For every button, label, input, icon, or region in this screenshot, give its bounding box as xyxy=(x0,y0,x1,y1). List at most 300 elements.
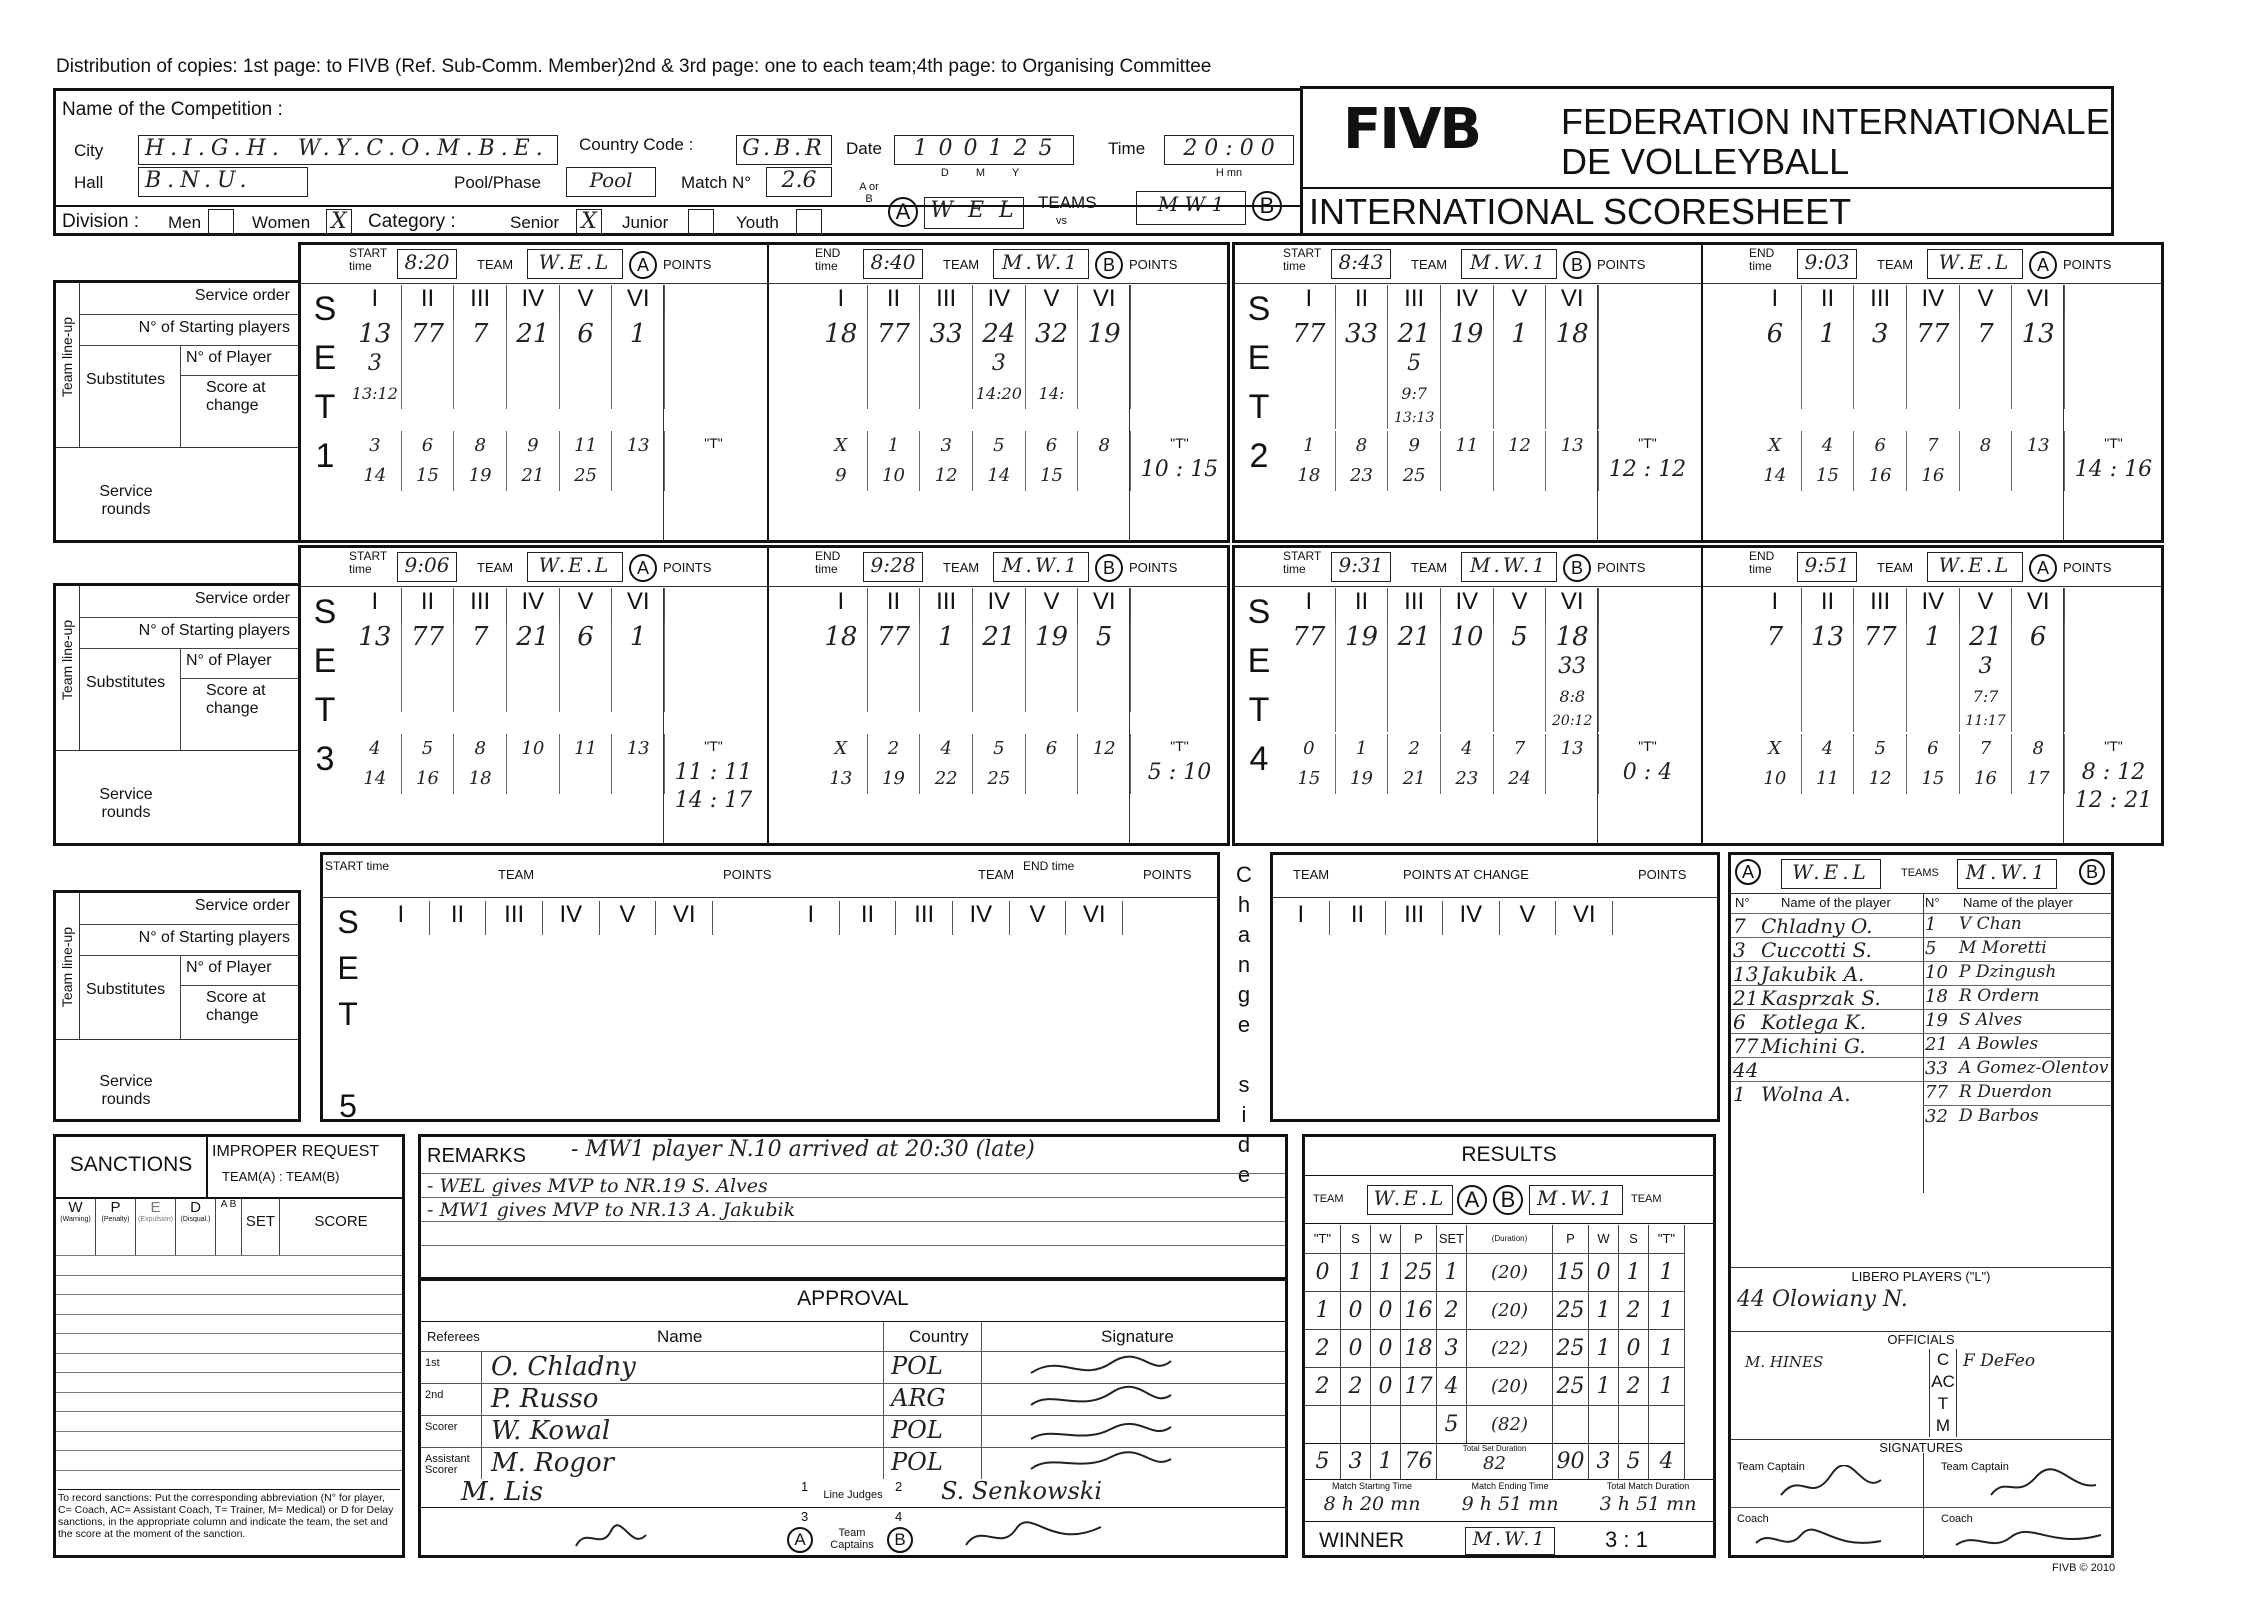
round2-cell[interactable] xyxy=(612,764,665,794)
round2-cell[interactable]: 23 xyxy=(1441,764,1494,794)
subs-cell[interactable]: 3 xyxy=(349,349,402,379)
round2-cell[interactable] xyxy=(507,764,560,794)
subs-cell[interactable] xyxy=(1026,349,1079,379)
round2-cell[interactable]: 24 xyxy=(1494,764,1547,794)
score2-cell[interactable] xyxy=(1283,710,1336,732)
match-no-field[interactable]: 2.6 xyxy=(766,167,832,197)
subs-cell[interactable]: 33 xyxy=(1546,652,1599,682)
starting-cell[interactable]: 21 xyxy=(1960,622,2013,652)
starting-cell[interactable]: 6 xyxy=(560,319,613,349)
round2-cell[interactable] xyxy=(1494,461,1547,491)
score2-cell[interactable] xyxy=(1854,710,1907,732)
score-cell[interactable] xyxy=(1749,682,1802,712)
roster-a-row xyxy=(1731,985,1923,1009)
round1-cell[interactable]: 3 xyxy=(349,431,402,461)
score-cell[interactable] xyxy=(2012,379,2065,409)
round2-cell[interactable] xyxy=(1078,764,1131,794)
subs-cell[interactable] xyxy=(612,349,665,379)
starting-cell[interactable]: 13 xyxy=(349,319,402,349)
score-cell[interactable] xyxy=(1026,682,1079,712)
subs-cell[interactable] xyxy=(612,652,665,682)
round1-cell[interactable]: 5 xyxy=(973,734,1026,764)
subs-cell[interactable] xyxy=(1078,349,1131,379)
starting-cell[interactable]: 7 xyxy=(454,622,507,652)
subs-cell[interactable] xyxy=(402,652,455,682)
score-cell[interactable]: 14: xyxy=(1026,379,1079,409)
score-cell[interactable] xyxy=(1546,379,1599,409)
score-cell[interactable] xyxy=(507,682,560,712)
score-cell[interactable] xyxy=(1388,682,1441,712)
starting-cell[interactable]: 5 xyxy=(1078,622,1131,652)
starting-cell[interactable]: 7 xyxy=(1749,622,1802,652)
starting-cell[interactable]: 77 xyxy=(1283,622,1336,652)
set2-left-time[interactable]: 8:43 xyxy=(1331,249,1391,279)
subs-cell[interactable] xyxy=(1078,652,1131,682)
starting-cell[interactable]: 7 xyxy=(454,319,507,349)
subs-cell[interactable] xyxy=(1749,349,1802,379)
round2-cell[interactable]: 14 xyxy=(349,764,402,794)
score-cell[interactable] xyxy=(560,379,613,409)
subs-cell[interactable] xyxy=(507,652,560,682)
starting-cell[interactable]: 19 xyxy=(1336,622,1389,652)
subs-cell[interactable] xyxy=(1336,652,1389,682)
round1-cell[interactable]: 8 xyxy=(454,431,507,461)
subs-cell[interactable] xyxy=(2012,652,2065,682)
subs-cell[interactable] xyxy=(815,652,868,682)
round2-cell[interactable] xyxy=(612,461,665,491)
subs-cell[interactable] xyxy=(1854,349,1907,379)
score2-cell[interactable] xyxy=(1283,407,1336,429)
set4-left-time[interactable]: 9:31 xyxy=(1331,552,1391,582)
subs-cell[interactable] xyxy=(920,652,973,682)
round1-cell[interactable]: 1 xyxy=(1336,734,1389,764)
round1 xyxy=(1749,734,2065,764)
subs-cell[interactable] xyxy=(1283,349,1336,379)
team-a-code[interactable]: W E L xyxy=(924,197,1024,229)
subs-cell[interactable]: 3 xyxy=(1960,652,2013,682)
starting-cell[interactable]: 77 xyxy=(1283,319,1336,349)
score-cell[interactable] xyxy=(612,379,665,409)
starting-cell[interactable]: 1 xyxy=(1494,319,1547,349)
score-cell[interactable] xyxy=(1441,379,1494,409)
score-cell[interactable] xyxy=(1441,682,1494,712)
starting-cell[interactable]: 33 xyxy=(1336,319,1389,349)
score-cell[interactable] xyxy=(349,682,402,712)
subs-cell[interactable] xyxy=(454,652,507,682)
round1-cell[interactable]: 2 xyxy=(868,734,921,764)
round2-cell[interactable]: 16 xyxy=(1907,461,1960,491)
starting-cell[interactable]: 19 xyxy=(1026,622,1079,652)
subs-cell[interactable] xyxy=(402,349,455,379)
starting-cell[interactable]: 13 xyxy=(1802,622,1855,652)
country-code-field[interactable]: G.B.R xyxy=(736,135,832,165)
round2-cell[interactable]: 14 xyxy=(1749,461,1802,491)
round2-cell[interactable]: 25 xyxy=(560,461,613,491)
starting-cell[interactable]: 77 xyxy=(402,622,455,652)
round1-cell[interactable]: 2 xyxy=(1388,734,1441,764)
men-checkbox[interactable] xyxy=(208,209,234,235)
round2-cell[interactable]: 15 xyxy=(1907,764,1960,794)
score-cell[interactable] xyxy=(507,379,560,409)
sanction-row[interactable] xyxy=(56,1450,402,1451)
subs-cell[interactable] xyxy=(1749,652,1802,682)
score-cell[interactable]: 9:7 xyxy=(1388,379,1441,409)
starting-cell[interactable]: 6 xyxy=(560,622,613,652)
score2-cell[interactable] xyxy=(2012,710,2065,732)
starting-cell[interactable]: 3 xyxy=(1854,319,1907,349)
round1-cell[interactable]: 6 xyxy=(1907,734,1960,764)
score-cell[interactable] xyxy=(1336,379,1389,409)
starting-cell[interactable]: 1 xyxy=(920,622,973,652)
score2-cell[interactable] xyxy=(1388,710,1441,732)
score2-cell[interactable] xyxy=(1749,710,1802,732)
round1-cell[interactable]: 9 xyxy=(1388,431,1441,461)
subs-cell[interactable] xyxy=(868,349,921,379)
score-cell[interactable] xyxy=(1283,682,1336,712)
subs-cell[interactable]: 3 xyxy=(973,349,1026,379)
score2-cell[interactable] xyxy=(1441,407,1494,429)
starting-cell[interactable]: 19 xyxy=(1441,319,1494,349)
starting-cell[interactable]: 77 xyxy=(402,319,455,349)
starting-cell[interactable]: 32 xyxy=(1026,319,1079,349)
hall-field[interactable]: B.N.U. xyxy=(138,167,308,197)
starting-cell[interactable]: 21 xyxy=(507,622,560,652)
starting-cell[interactable]: 21 xyxy=(507,319,560,349)
score-cell[interactable] xyxy=(1078,682,1131,712)
score2-cell[interactable]: 11:17 xyxy=(1960,710,2013,732)
team-b-code[interactable]: M W 1 xyxy=(1136,191,1246,225)
score-cell[interactable] xyxy=(1907,682,1960,712)
score-cell[interactable] xyxy=(1854,379,1907,409)
results-cell xyxy=(1589,1405,1619,1443)
pool-field[interactable]: Pool xyxy=(566,167,656,197)
sanction-row[interactable] xyxy=(56,1314,402,1315)
starting-cell[interactable]: 1 xyxy=(612,622,665,652)
subs-cell[interactable] xyxy=(1802,349,1855,379)
women-checkbox[interactable]: X xyxy=(326,209,352,235)
subs-cell[interactable] xyxy=(1907,349,1960,379)
round2-cell[interactable]: 10 xyxy=(868,461,921,491)
round2-cell[interactable]: 16 xyxy=(1960,764,2013,794)
starting-cell[interactable]: 1 xyxy=(1802,319,1855,349)
round1-cell[interactable]: 6 xyxy=(1026,734,1079,764)
subs-cell[interactable] xyxy=(1494,349,1547,379)
subs-cell[interactable] xyxy=(560,652,613,682)
subs-cell[interactable] xyxy=(349,652,402,682)
round2-cell[interactable]: 12 xyxy=(920,461,973,491)
score-cell[interactable] xyxy=(612,682,665,712)
score2-cell[interactable]: 20:12 xyxy=(1546,710,1599,732)
score2-cell[interactable] xyxy=(1441,710,1494,732)
score-cell[interactable] xyxy=(1494,682,1547,712)
sanction-row[interactable] xyxy=(56,1353,402,1354)
score2-cell[interactable]: 13:13 xyxy=(1388,407,1441,429)
round2-cell[interactable]: 18 xyxy=(454,764,507,794)
round1-cell[interactable]: 7 xyxy=(1907,431,1960,461)
round2-cell[interactable]: 11 xyxy=(1802,764,1855,794)
score-cell[interactable] xyxy=(973,682,1026,712)
starting-cell[interactable]: 77 xyxy=(1907,319,1960,349)
set1-right-time[interactable]: 8:40 xyxy=(863,249,923,279)
subs-cell[interactable] xyxy=(1494,652,1547,682)
score2-cell[interactable] xyxy=(1494,710,1547,732)
sanction-row[interactable] xyxy=(56,1294,402,1295)
starting-cell[interactable]: 6 xyxy=(2012,622,2065,652)
starting-cell[interactable]: 1 xyxy=(1907,622,1960,652)
round2-cell[interactable]: 14 xyxy=(973,461,1026,491)
round1-cell[interactable]: 10 xyxy=(507,734,560,764)
round1-cell[interactable]: 5 xyxy=(1854,734,1907,764)
sanction-row[interactable] xyxy=(56,1333,402,1334)
score-cell[interactable] xyxy=(868,682,921,712)
score-cell[interactable]: 8:8 xyxy=(1546,682,1599,712)
subs-cell[interactable] xyxy=(973,652,1026,682)
starting-cell[interactable]: 21 xyxy=(1388,622,1441,652)
score-cell[interactable] xyxy=(560,682,613,712)
round1-cell[interactable]: 13 xyxy=(612,734,665,764)
score2-cell[interactable] xyxy=(1907,710,1960,732)
score2-cell[interactable] xyxy=(1494,407,1547,429)
time-field[interactable]: 2 0 : 0 0 xyxy=(1164,135,1294,165)
round1-cell[interactable]: 11 xyxy=(560,734,613,764)
starting-cell[interactable]: 13 xyxy=(349,622,402,652)
score-cell[interactable] xyxy=(1749,379,1802,409)
set2-right-time[interactable]: 9:03 xyxy=(1797,249,1857,279)
starting-cell[interactable]: 5 xyxy=(1494,622,1547,652)
youth-checkbox[interactable] xyxy=(796,209,822,235)
set4-right-points-col xyxy=(2063,588,2163,843)
subs-cell[interactable] xyxy=(507,349,560,379)
subs-cell[interactable] xyxy=(2012,349,2065,379)
score-cell[interactable] xyxy=(815,682,868,712)
score-cell[interactable]: 13:12 xyxy=(349,379,402,409)
round1-cell[interactable]: 4 xyxy=(1802,431,1855,461)
round1-cell[interactable]: X xyxy=(815,734,868,764)
round2-cell[interactable] xyxy=(1546,461,1599,491)
round2-cell[interactable]: 9 xyxy=(815,461,868,491)
starting-cell[interactable]: 24 xyxy=(973,319,1026,349)
sanction-row[interactable] xyxy=(56,1470,402,1471)
set1-left-time[interactable]: 8:20 xyxy=(397,249,457,279)
score2-cell[interactable] xyxy=(1802,710,1855,732)
subs-cell[interactable] xyxy=(1441,349,1494,379)
subs-cell[interactable] xyxy=(560,349,613,379)
score-cell[interactable] xyxy=(1078,379,1131,409)
subs-cell[interactable] xyxy=(1802,652,1855,682)
round2-cell[interactable]: 15 xyxy=(402,461,455,491)
round2-cell[interactable] xyxy=(1026,764,1079,794)
round1-cell[interactable]: 6 xyxy=(402,431,455,461)
score-cell[interactable] xyxy=(402,379,455,409)
sanction-row[interactable] xyxy=(56,1275,402,1276)
starting-cell[interactable]: 10 xyxy=(1441,622,1494,652)
score-cell[interactable] xyxy=(454,682,507,712)
org-name-line1: FEDERATION INTERNATIONALE xyxy=(1561,101,2110,142)
round1-cell[interactable]: 4 xyxy=(920,734,973,764)
round2-cell[interactable] xyxy=(1078,461,1131,491)
round1-cell[interactable]: 11 xyxy=(560,431,613,461)
round1-cell[interactable]: 4 xyxy=(1441,734,1494,764)
round2-cell[interactable]: 23 xyxy=(1336,461,1389,491)
score-cell[interactable]: 7:7 xyxy=(1960,682,2013,712)
starting-cell[interactable]: 18 xyxy=(1546,622,1599,652)
starting-cell[interactable]: 1 xyxy=(612,319,665,349)
round2-cell[interactable]: 19 xyxy=(454,461,507,491)
score-cell[interactable] xyxy=(1283,379,1336,409)
round2-cell[interactable]: 15 xyxy=(1283,764,1336,794)
sanction-row[interactable] xyxy=(56,1255,402,1256)
round1-cell[interactable]: 4 xyxy=(349,734,402,764)
round2-cell[interactable]: 22 xyxy=(920,764,973,794)
subs-cell[interactable] xyxy=(1441,652,1494,682)
starting-cell[interactable]: 18 xyxy=(815,319,868,349)
round2-cell[interactable]: 25 xyxy=(973,764,1026,794)
set3-right-time[interactable]: 9:28 xyxy=(863,552,923,582)
subs-cell[interactable] xyxy=(1336,349,1389,379)
score-cell[interactable] xyxy=(868,379,921,409)
starting-cell[interactable]: 77 xyxy=(1854,622,1907,652)
round1-cell[interactable]: 6 xyxy=(1854,431,1907,461)
starting-cell[interactable]: 21 xyxy=(1388,319,1441,349)
round2-cell[interactable]: 10 xyxy=(1749,764,1802,794)
score-cell[interactable] xyxy=(402,682,455,712)
subs-cell[interactable] xyxy=(868,652,921,682)
set3-left-time[interactable]: 9:06 xyxy=(397,552,457,582)
sanction-row[interactable] xyxy=(56,1392,402,1393)
score-cell[interactable] xyxy=(1802,379,1855,409)
starting-cell[interactable]: 18 xyxy=(815,622,868,652)
round1-cell[interactable]: 1 xyxy=(868,431,921,461)
subs-cell[interactable] xyxy=(1388,652,1441,682)
subs-cell[interactable] xyxy=(1907,652,1960,682)
round2-cell[interactable]: 18 xyxy=(1283,461,1336,491)
team-ab-label: TEAM(A) : TEAM(B) xyxy=(222,1169,340,1184)
round1-cell[interactable]: X xyxy=(1749,431,1802,461)
score-cell[interactable] xyxy=(2012,682,2065,712)
round1-cell[interactable]: 8 xyxy=(2012,734,2065,764)
starting-cell[interactable]: 6 xyxy=(1749,319,1802,349)
round1-cell[interactable]: 8 xyxy=(1336,431,1389,461)
round1-cell[interactable]: 11 xyxy=(1441,431,1494,461)
score-cell[interactable] xyxy=(1854,682,1907,712)
results-cell: 0 xyxy=(1589,1253,1619,1291)
subs-cell[interactable] xyxy=(454,349,507,379)
senior-checkbox[interactable]: X xyxy=(576,209,602,235)
round1-cell[interactable]: 1 xyxy=(1283,431,1336,461)
score-cell[interactable]: 14:20 xyxy=(973,379,1026,409)
round1-cell[interactable]: 8 xyxy=(1960,431,2013,461)
round1-cell[interactable]: X xyxy=(1749,734,1802,764)
sanction-row[interactable] xyxy=(56,1431,402,1432)
starting-cell[interactable]: 18 xyxy=(1546,319,1599,349)
round1-cell[interactable]: 5 xyxy=(973,431,1026,461)
round2-cell[interactable]: 15 xyxy=(1802,461,1855,491)
subs-cell[interactable] xyxy=(1283,652,1336,682)
round1-cell[interactable]: 13 xyxy=(612,431,665,461)
round2-cell[interactable]: 16 xyxy=(1854,461,1907,491)
subs-cell[interactable] xyxy=(1854,652,1907,682)
round1-cell[interactable]: 0 xyxy=(1283,734,1336,764)
score-cell[interactable] xyxy=(454,379,507,409)
subs-cell[interactable] xyxy=(1546,349,1599,379)
starting-cell[interactable]: 77 xyxy=(868,622,921,652)
score-cell[interactable] xyxy=(920,682,973,712)
round1-cell[interactable]: 4 xyxy=(1802,734,1855,764)
subs-cell[interactable] xyxy=(1960,349,2013,379)
score2-cell[interactable] xyxy=(1546,407,1599,429)
score-cell[interactable] xyxy=(1336,682,1389,712)
subs-cell[interactable]: 5 xyxy=(1388,349,1441,379)
score-cell[interactable] xyxy=(920,379,973,409)
starting-cell[interactable]: 77 xyxy=(868,319,921,349)
set4-right-time[interactable]: 9:51 xyxy=(1797,552,1857,582)
junior-checkbox[interactable] xyxy=(688,209,714,235)
round2-cell[interactable] xyxy=(1960,461,2013,491)
round1-cell[interactable]: 8 xyxy=(1078,431,1131,461)
score-cell[interactable] xyxy=(815,379,868,409)
round2-cell[interactable]: 19 xyxy=(868,764,921,794)
round1-cell[interactable]: 13 xyxy=(1546,431,1599,461)
round1-cell[interactable]: 9 xyxy=(507,431,560,461)
starting-cell[interactable]: 7 xyxy=(1960,319,2013,349)
round2-cell[interactable]: 19 xyxy=(1336,764,1389,794)
round2-cell[interactable] xyxy=(2012,461,2065,491)
round2-cell[interactable]: 21 xyxy=(1388,764,1441,794)
round1-cell[interactable]: 7 xyxy=(1494,734,1547,764)
round2-cell[interactable] xyxy=(1441,461,1494,491)
round1-cell[interactable]: 13 xyxy=(1546,734,1599,764)
round2-cell[interactable]: 21 xyxy=(507,461,560,491)
round1-cell[interactable]: 5 xyxy=(402,734,455,764)
score-cell[interactable] xyxy=(1960,379,2013,409)
round1-cell[interactable]: 8 xyxy=(454,734,507,764)
score2-cell[interactable] xyxy=(1336,407,1389,429)
round1-cell[interactable]: 3 xyxy=(920,431,973,461)
round2-cell[interactable]: 15 xyxy=(1026,461,1079,491)
subs-cell[interactable] xyxy=(815,349,868,379)
city-field[interactable]: H.I.G.H. W.Y.C.O.M.B.E. xyxy=(138,135,558,165)
score-cell[interactable] xyxy=(1494,379,1547,409)
subs-cell[interactable] xyxy=(920,349,973,379)
round1-cell[interactable]: 12 xyxy=(1078,734,1131,764)
sanction-row[interactable] xyxy=(56,1372,402,1373)
starting-cell[interactable]: 21 xyxy=(973,622,1026,652)
date-field[interactable]: 1 0 0 1 2 5 xyxy=(894,135,1074,165)
results-hr2 xyxy=(1305,1223,1713,1224)
starting-cell[interactable]: 19 xyxy=(1078,319,1131,349)
score-cell[interactable] xyxy=(1907,379,1960,409)
round1-cell[interactable]: 6 xyxy=(1026,431,1079,461)
starting-cell[interactable]: 13 xyxy=(2012,319,2065,349)
round2-cell[interactable]: 16 xyxy=(402,764,455,794)
round1-cell[interactable]: 7 xyxy=(1960,734,2013,764)
round2-cell[interactable]: 12 xyxy=(1854,764,1907,794)
score2-cell[interactable] xyxy=(1336,710,1389,732)
starting-cell[interactable]: 33 xyxy=(920,319,973,349)
round1-cell[interactable]: 13 xyxy=(2012,431,2065,461)
round2-cell[interactable] xyxy=(560,764,613,794)
round1-cell[interactable]: 12 xyxy=(1494,431,1547,461)
subs-cell[interactable] xyxy=(1026,652,1079,682)
round2-cell[interactable]: 17 xyxy=(2012,764,2065,794)
round2-cell[interactable] xyxy=(1546,764,1599,794)
round2-cell[interactable]: 25 xyxy=(1388,461,1441,491)
round2-cell[interactable]: 13 xyxy=(815,764,868,794)
round1-cell[interactable]: X xyxy=(815,431,868,461)
round2-cell[interactable]: 14 xyxy=(349,461,402,491)
sanction-row[interactable] xyxy=(56,1411,402,1412)
score-cell[interactable] xyxy=(1802,682,1855,712)
